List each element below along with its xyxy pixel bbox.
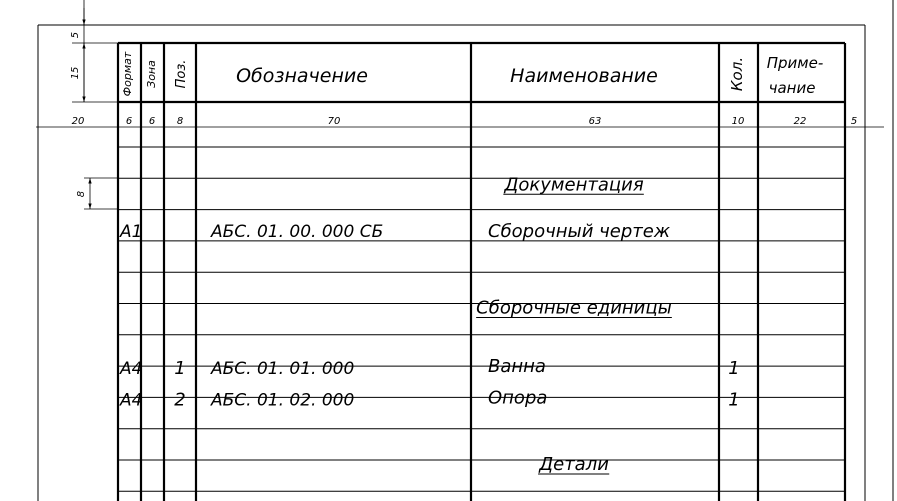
header-zone: Зона: [145, 60, 158, 88]
header-qty: Кол.: [728, 56, 746, 92]
row-format: А1: [120, 221, 143, 242]
row-quantity: 1: [728, 358, 740, 380]
dim-col-name: 63: [588, 116, 602, 127]
row-designation: АБС. 01. 00. 000 СБ: [211, 221, 384, 242]
row-format: А4: [120, 359, 143, 380]
dim-header-height: 15: [70, 66, 81, 80]
header-note-line2: чание: [768, 79, 816, 97]
specification-rows: [119, 174, 740, 475]
dim-col-qty: 10: [731, 116, 745, 127]
header-format: Формат: [121, 51, 134, 97]
row-name: Сборочный чертеж: [488, 220, 671, 242]
dim-left-margin: 20: [71, 116, 85, 127]
row-position: 1: [174, 358, 186, 380]
dim-top-margin: 5: [70, 31, 81, 39]
header-pos: Поз.: [174, 59, 189, 89]
dim-col-zone: 6: [148, 116, 156, 127]
row-quantity: 1: [728, 389, 740, 411]
row-designation: АБС. 01. 01. 000: [211, 359, 355, 380]
dim-col-format: 6: [125, 116, 133, 127]
dim-right-margin: 5: [850, 116, 858, 127]
row-name: Опора: [488, 387, 548, 409]
section-title: Детали: [539, 454, 609, 475]
dim-col-note: 22: [793, 116, 807, 127]
sheet-border: [38, 0, 893, 501]
dim-col-designation: 70: [327, 116, 341, 127]
row-designation: АБС. 01. 02. 000: [211, 390, 355, 411]
header-name: Наименование: [510, 65, 658, 87]
row-format: А4: [120, 390, 143, 411]
dim-row-height: 8: [76, 190, 87, 198]
dim-col-pos: 8: [176, 116, 184, 127]
row-name: Ванна: [488, 356, 546, 378]
dimension-values: [70, 32, 857, 197]
header-note-line1: Приме-: [766, 54, 824, 72]
section-title: Сборочные единицы: [476, 297, 672, 319]
row-position: 2: [174, 389, 186, 411]
header-designation: Обозначение: [236, 65, 368, 87]
specification-table-grid: [118, 43, 845, 501]
section-title: Документация: [504, 174, 644, 196]
